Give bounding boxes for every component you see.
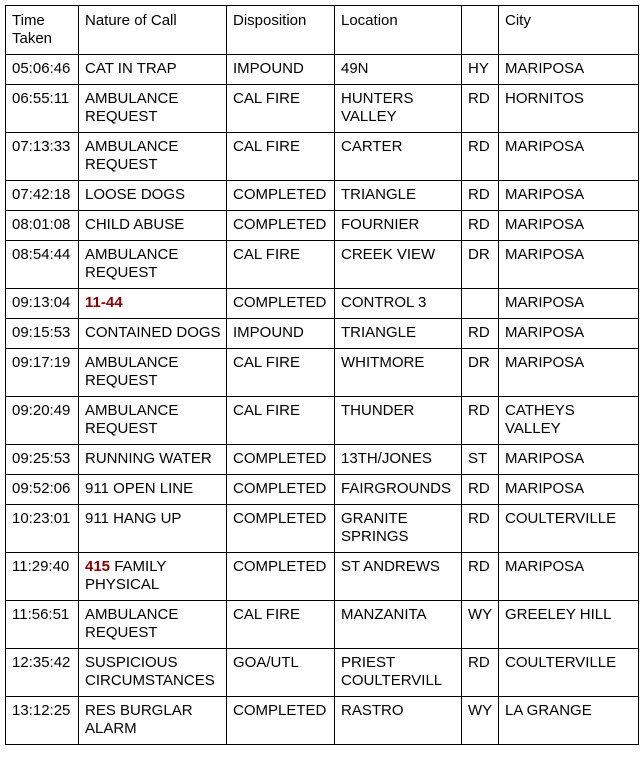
street-suffix-cell: WY (462, 601, 499, 649)
call-nature-text: AMBULANCE REQUEST (85, 354, 179, 389)
time-taken-cell: 07:42:18 (6, 181, 79, 211)
nature-of-call-cell (79, 133, 227, 181)
disposition-cell: COMPLETED (227, 553, 335, 601)
city-cell: GREELEY HILL (499, 601, 639, 649)
street-suffix-cell: RD (462, 181, 499, 211)
time-taken-cell: 12:35:42 (6, 649, 79, 697)
header-suffix (462, 6, 499, 55)
table-row (6, 505, 639, 553)
disposition-cell: COMPLETED (227, 697, 335, 745)
disposition-cell: CAL FIRE (227, 349, 335, 397)
table-row (6, 241, 639, 289)
disposition-cell: COMPLETED (227, 445, 335, 475)
time-taken-cell: 11:56:51 (6, 601, 79, 649)
call-log-body (6, 55, 639, 745)
nature-of-call-cell (79, 55, 227, 85)
header-nature-of-call: Nature of Call (79, 6, 227, 55)
call-nature-text: AMBULANCE REQUEST (85, 90, 179, 125)
time-taken-cell: 09:25:53 (6, 445, 79, 475)
nature-of-call-cell (79, 289, 227, 319)
city-cell: HORNITOS (499, 85, 639, 133)
call-code: 415 (85, 558, 111, 575)
call-code: 11-44 (85, 294, 123, 311)
table-row (6, 55, 639, 85)
city-cell: MARIPOSA (499, 349, 639, 397)
call-nature-text: AMBULANCE REQUEST (85, 246, 179, 281)
table-row (6, 211, 639, 241)
city-cell: COULTERVILLE (499, 649, 639, 697)
location-cell: CARTER (335, 133, 462, 181)
city-cell: LA GRANGE (499, 697, 639, 745)
street-suffix-cell: RD (462, 397, 499, 445)
nature-of-call-cell (79, 697, 227, 745)
nature-of-call-cell (79, 553, 227, 601)
city-cell: MARIPOSA (499, 181, 639, 211)
city-cell: COULTERVILLE (499, 505, 639, 553)
disposition-cell: COMPLETED (227, 475, 335, 505)
call-nature-text: SUSPICIOUS CIRCUMSTANCES (85, 654, 215, 689)
disposition-cell: CAL FIRE (227, 133, 335, 181)
nature-of-call-cell (79, 85, 227, 133)
call-nature-text: LOOSE DOGS (85, 186, 186, 203)
location-cell: FAIRGROUNDS (335, 475, 462, 505)
city-cell: MARIPOSA (499, 553, 639, 601)
table-row (6, 475, 639, 505)
street-suffix-cell: RD (462, 133, 499, 181)
location-cell: GRANITE SPRINGS (335, 505, 462, 553)
time-taken-cell: 09:17:19 (6, 349, 79, 397)
call-nature-text: 911 OPEN LINE (85, 480, 194, 497)
location-cell: MANZANITA (335, 601, 462, 649)
time-taken-cell: 09:15:53 (6, 319, 79, 349)
call-nature-text: CONTAINED DOGS (85, 324, 221, 341)
street-suffix-cell: RD (462, 211, 499, 241)
nature-of-call-cell (79, 649, 227, 697)
nature-of-call-cell (79, 211, 227, 241)
location-cell: PRIEST COULTERVILL (335, 649, 462, 697)
nature-of-call-cell (79, 319, 227, 349)
nature-of-call-cell (79, 181, 227, 211)
city-cell: MARIPOSA (499, 289, 639, 319)
disposition-cell: CAL FIRE (227, 241, 335, 289)
time-taken-cell: 10:23:01 (6, 505, 79, 553)
header-row (6, 6, 639, 55)
table-row (6, 445, 639, 475)
location-cell: WHITMORE (335, 349, 462, 397)
table-row (6, 133, 639, 181)
call-nature-text: RUNNING WATER (85, 450, 212, 467)
time-taken-cell: 09:20:49 (6, 397, 79, 445)
city-cell: CATHEYS VALLEY (499, 397, 639, 445)
nature-of-call-cell (79, 241, 227, 289)
header-time-taken: Time Taken (6, 6, 79, 55)
location-cell: RASTRO (335, 697, 462, 745)
disposition-cell: COMPLETED (227, 505, 335, 553)
call-nature-text: CAT IN TRAP (85, 60, 177, 77)
disposition-cell: COMPLETED (227, 211, 335, 241)
street-suffix-cell: RD (462, 505, 499, 553)
time-taken-cell: 09:13:04 (6, 289, 79, 319)
location-cell: 49N (335, 55, 462, 85)
location-cell: ST ANDREWS (335, 553, 462, 601)
street-suffix-cell: ST (462, 445, 499, 475)
location-cell: HUNTERS VALLEY (335, 85, 462, 133)
call-nature-text: FAMILY PHYSICAL (85, 558, 167, 593)
header-location: Location (335, 6, 462, 55)
city-cell: MARIPOSA (499, 211, 639, 241)
call-nature-text: AMBULANCE REQUEST (85, 138, 179, 173)
disposition-cell: IMPOUND (227, 319, 335, 349)
nature-of-call-cell (79, 349, 227, 397)
disposition-cell: CAL FIRE (227, 85, 335, 133)
disposition-cell: COMPLETED (227, 181, 335, 211)
street-suffix-cell: RD (462, 319, 499, 349)
table-row (6, 649, 639, 697)
call-nature-text: RES BURGLAR ALARM (85, 702, 193, 737)
call-nature-text: AMBULANCE REQUEST (85, 402, 179, 437)
street-suffix-cell: HY (462, 55, 499, 85)
time-taken-cell: 09:52:06 (6, 475, 79, 505)
disposition-cell: CAL FIRE (227, 601, 335, 649)
header-city: City (499, 6, 639, 55)
time-taken-cell: 07:13:33 (6, 133, 79, 181)
city-cell: MARIPOSA (499, 319, 639, 349)
street-suffix-cell: DR (462, 241, 499, 289)
table-row (6, 349, 639, 397)
street-suffix-cell: RD (462, 553, 499, 601)
table-row (6, 553, 639, 601)
location-cell: FOURNIER (335, 211, 462, 241)
street-suffix-cell: DR (462, 349, 499, 397)
street-suffix-cell (462, 289, 499, 319)
call-nature-text: CHILD ABUSE (85, 216, 185, 233)
nature-of-call-cell (79, 475, 227, 505)
city-cell: MARIPOSA (499, 475, 639, 505)
nature-of-call-cell (79, 445, 227, 475)
disposition-cell: CAL FIRE (227, 397, 335, 445)
location-cell: CONTROL 3 (335, 289, 462, 319)
disposition-cell: IMPOUND (227, 55, 335, 85)
street-suffix-cell: RD (462, 85, 499, 133)
table-row (6, 319, 639, 349)
call-log-table (5, 5, 639, 745)
table-row (6, 289, 639, 319)
time-taken-cell: 13:12:25 (6, 697, 79, 745)
location-cell: 13TH/JONES (335, 445, 462, 475)
street-suffix-cell: RD (462, 475, 499, 505)
location-cell: THUNDER (335, 397, 462, 445)
table-row (6, 697, 639, 745)
table-row (6, 181, 639, 211)
table-row (6, 397, 639, 445)
city-cell: MARIPOSA (499, 241, 639, 289)
table-row (6, 601, 639, 649)
call-nature-text: AMBULANCE REQUEST (85, 606, 179, 641)
call-nature-text: 911 HANG UP (85, 510, 182, 527)
location-cell: TRIANGLE (335, 181, 462, 211)
time-taken-cell: 05:06:46 (6, 55, 79, 85)
disposition-cell: COMPLETED (227, 289, 335, 319)
city-cell: MARIPOSA (499, 55, 639, 85)
location-cell: TRIANGLE (335, 319, 462, 349)
time-taken-cell: 06:55:11 (6, 85, 79, 133)
disposition-cell: GOA/UTL (227, 649, 335, 697)
nature-of-call-cell (79, 505, 227, 553)
time-taken-cell: 08:54:44 (6, 241, 79, 289)
header-disposition: Disposition (227, 6, 335, 55)
time-taken-cell: 11:29:40 (6, 553, 79, 601)
nature-of-call-cell (79, 601, 227, 649)
location-cell: CREEK VIEW (335, 241, 462, 289)
street-suffix-cell: WY (462, 697, 499, 745)
street-suffix-cell: RD (462, 649, 499, 697)
city-cell: MARIPOSA (499, 133, 639, 181)
nature-of-call-cell (79, 397, 227, 445)
city-cell: MARIPOSA (499, 445, 639, 475)
table-row (6, 85, 639, 133)
time-taken-cell: 08:01:08 (6, 211, 79, 241)
